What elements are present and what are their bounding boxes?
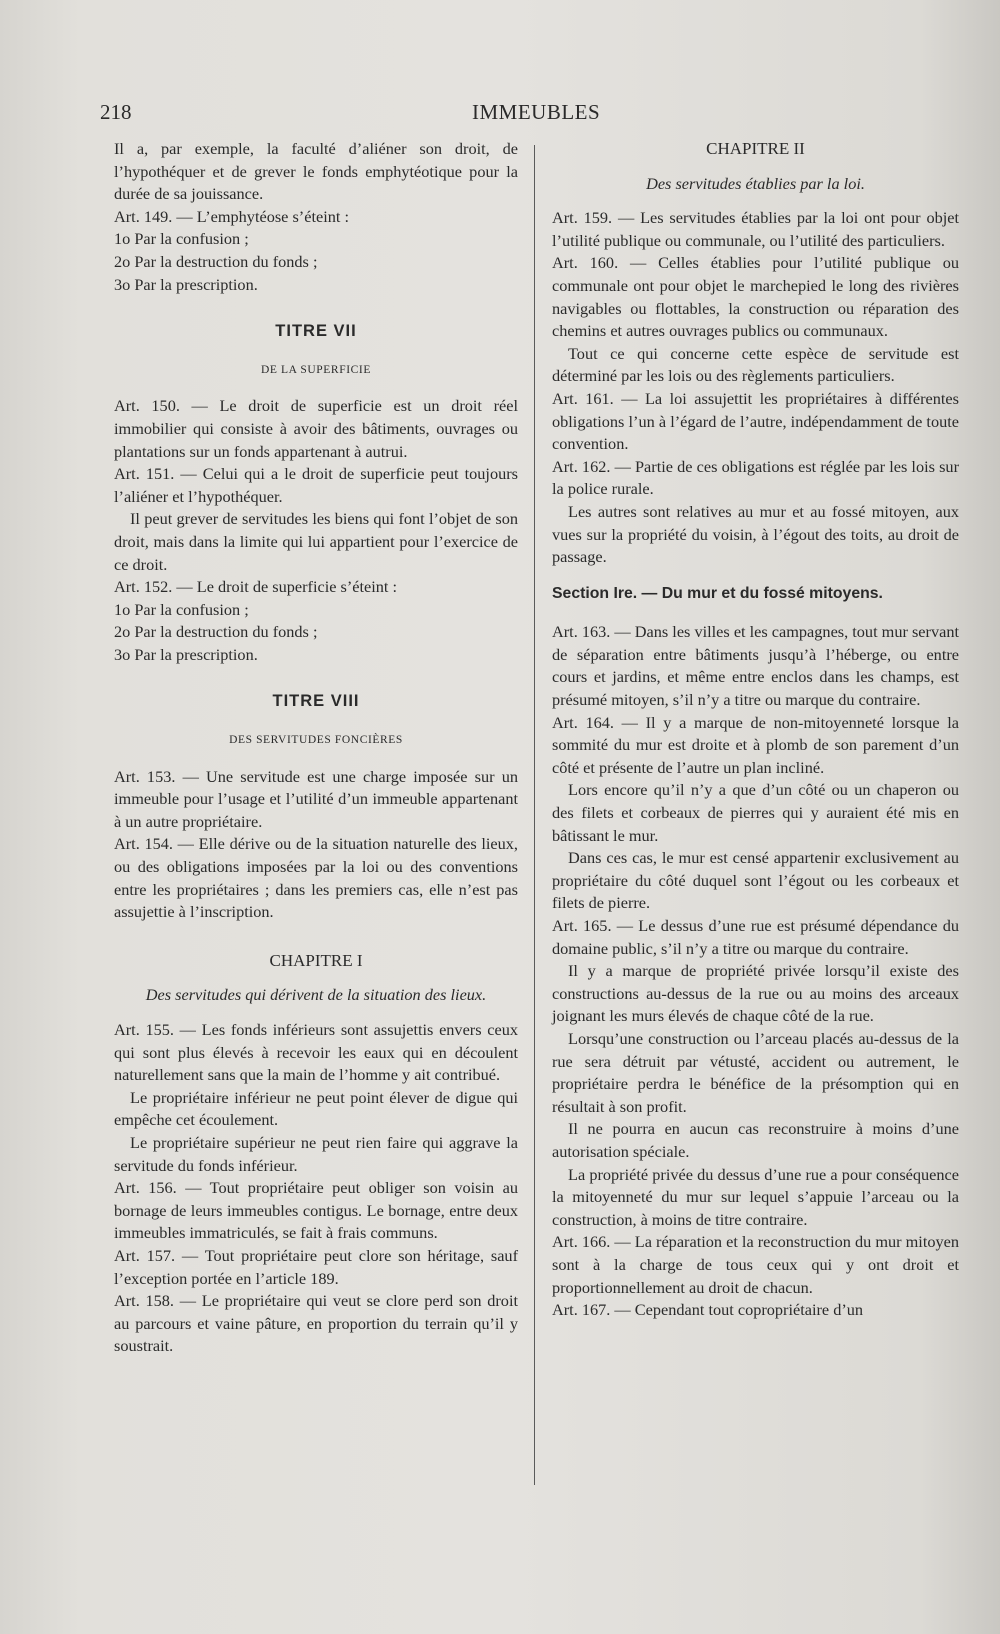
article-167: Art. 167. — Cependant tout copropriétaire d’un	[552, 1300, 864, 1320]
paragraph: Il y a marque de propriété privée lorsqu’il existe des constructions au-dessus de la rue ou au moins des arceaux joignant les murs élevés de chaque côté de la rue.	[552, 961, 959, 1026]
paragraph: Dans ces cas, le mur est censé appartenir exclusivement au propriétaire du côté duquel sont l’égout ou les corbeaux et filets de pierre.	[552, 848, 959, 913]
title-subheading: DES SERVITUDES FONCIÈRES	[229, 734, 403, 747]
paragraph: Lors encore qu’il n’y a que d’un côté ou un chaperon ou des filets et corbeaux de pierres qui y auraient été mis en bâtissant le mur.	[552, 780, 959, 845]
chapter-heading: CHAPITRE I	[269, 950, 363, 970]
paragraph: Le propriétaire supérieur ne peut rien faire qui aggrave la servitude du fonds inférieur.	[114, 1132, 518, 1175]
article-166: Art. 166. — La réparation et la reconstruction du mur mitoyen sont à la charge de tous ceux qui y ont droit et proportionnellement au droit de chacun.	[552, 1232, 959, 1297]
running-header	[0, 100, 1000, 130]
right-column	[552, 138, 959, 1322]
paragraph: Tout ce qui concerne cette espèce de servitude est déterminé par les lois ou des règlements particuliers.	[552, 343, 959, 386]
article-149: Art. 149. — L’emphytéose s’éteint :	[114, 206, 349, 226]
article-150: Art. 150. — Le droit de superficie est un droit réel immobilier qui consiste à avoir des bâtiments, ouvrages ou plantations sur un fonds appartenant à autrui.	[114, 396, 518, 461]
article-160: Art. 160. — Celles établies pour l’utilité publique ou communale ont pour objet le marchepied le long des rivières navigables ou flottables, la construction ou réparation des chemins et autres ouvrages publics ou communaux.	[552, 253, 959, 341]
article-152: Art. 152. — Le droit de superficie s’éteint :	[114, 577, 398, 597]
article-153: Art. 153. — Une servitude est une charge imposée sur un immeuble pour l’usage et l’utilité d’un immeuble appartenant à un autre propriétaire.	[114, 766, 518, 831]
paragraph: Lorsqu’une construction ou l’arceau placés au-dessus de la rue sera détruit par vétusté, accident ou autrement, le propriétaire perdra le bénéfice de la présomption qui en résultait à son profit.	[552, 1028, 959, 1116]
chapter-subtitle: Des servitudes qui dérivent de la situation des lieux.	[145, 985, 487, 1005]
list-item: 2o Par la destruction du fonds ;	[114, 622, 318, 642]
list-item: 3o Par la prescription.	[114, 644, 258, 664]
list-item: 3o Par la prescription.	[114, 274, 258, 294]
article-165: Art. 165. — Le dessus d’une rue est présumé dépendance du domaine public, s’il n’y a titre ou marque du contraire.	[552, 916, 959, 958]
title-heading: TITRE VII	[275, 322, 357, 341]
column-divider	[534, 145, 535, 1485]
title-subheading: DE LA SUPERFICIE	[261, 363, 371, 376]
list-item: 1o Par la confusion ;	[114, 599, 249, 619]
section-heading: Section Ire. — Du mur et du fossé mitoyens.	[552, 584, 883, 602]
chapter-heading: CHAPITRE II	[706, 139, 805, 158]
chapter-subtitle: Des servitudes établies par la loi.	[646, 173, 865, 193]
article-163: Art. 163. — Dans les villes et les campagnes, tout mur servant de séparation entre bâtiments jusqu’à l’héberge, ou entre cours et jardins, et même entre enclos dans les champs, est présumé mitoyen, s’il n’y a titre ou marque du contraire.	[552, 622, 959, 710]
list-item: 1o Par la confusion ;	[114, 229, 249, 249]
article-154: Art. 154. — Elle dérive ou de la situation naturelle des lieux, ou des obligations imposées par la loi ou des conventions entre les propriétaires ; dans les premiers cas, elle n’est pas assujettie à l’inscription.	[114, 834, 518, 922]
paragraph: Il ne pourra en aucun cas reconstruire à moins d’une autorisation spéciale.	[552, 1119, 959, 1161]
article-155: Art. 155. — Les fonds inférieurs sont assujettis envers ceux qui sont plus élevés à recevoir les eaux qui en découlent naturellement sans que la main de l’homme y ait contribué.	[114, 1020, 518, 1085]
paragraph: La propriété privée du dessus d’une rue a pour conséquence la mitoyenneté du mur sur lequel s’appuie l’arceau ou la construction, à moins de titre contraire.	[552, 1164, 959, 1229]
page-number: 218	[100, 100, 132, 124]
paragraph: Il peut grever de servitudes les biens qui font l’objet de son droit, mais dans la limite qui lui appartient pour l’exercice de ce droit.	[114, 509, 518, 574]
list-item: 2o Par la destruction du fonds ;	[114, 251, 318, 271]
left-column	[114, 138, 518, 1358]
paragraph: Les autres sont relatives au mur et au fossé mitoyen, aux vues sur la propriété du voisin, à l’égout des toits, au droit de passage.	[552, 501, 959, 567]
article-161: Art. 161. — La loi assujettit les propriétaires à différentes obligations l’un à l’égard de l’autre, indépendamment de toute convention.	[552, 388, 959, 454]
article-156: Art. 156. — Tout propriétaire peut obliger son voisin au bornage de leurs immeubles contigus. Le bornage, entre deux immeubles immatriculés, se fait à frais communs.	[114, 1178, 518, 1243]
running-title: IMMEUBLES	[472, 100, 601, 124]
paragraph: Le propriétaire inférieur ne peut point élever de digue qui empêche cet écoulement.	[114, 1087, 518, 1130]
article-164: Art. 164. — Il y a marque de non-mitoyenneté lorsque la sommité du mur est droite et à plomb de son parement d’un côté et présente de l’autre un plan incliné.	[552, 712, 959, 777]
article-151: Art. 151. — Celui qui a le droit de superficie peut toujours l’aliéner et l’hypothéquer.	[114, 464, 518, 506]
article-157: Art. 157. — Tout propriétaire peut clore son héritage, sauf l’exception portée en l’article 189.	[114, 1245, 518, 1288]
article-159: Art. 159. — Les servitudes établies par la loi ont pour objet l’utilité publique ou communale, ou l’utilité des particuliers.	[552, 208, 959, 250]
paragraph-intro: Il a, par exemple, la faculté d’aliéner son droit, de l’hypothéquer et de grever le fonds emphytéotique pour la durée de sa jouissance.	[114, 139, 518, 204]
title-heading: TITRE VIII	[272, 692, 360, 711]
article-158: Art. 158. — Le propriétaire qui veut se clore perd son droit au parcours et vaine pâture, en proportion du terrain qu’il y soustrait.	[114, 1291, 518, 1356]
article-162: Art. 162. — Partie de ces obligations est réglée par les lois sur la police rurale.	[552, 456, 959, 499]
